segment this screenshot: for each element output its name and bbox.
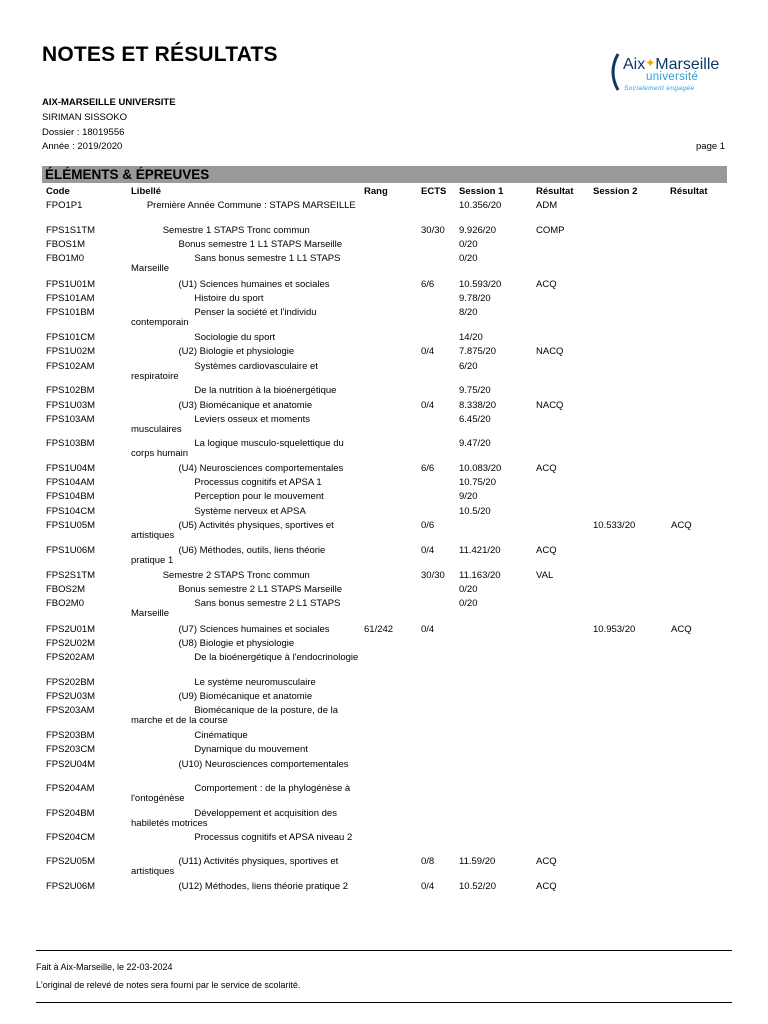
row-libelle (131, 599, 359, 619)
row-code: FPS203CM (46, 744, 96, 755)
row-resultat1: ACQ (536, 881, 557, 892)
row-code: FPS2U04M (46, 759, 96, 770)
row-session1: 6/20 (459, 361, 478, 372)
col-header-code: Code (46, 186, 70, 197)
row-libelle-text: (U6) Méthodes, outils, liens théorie pratique 1 (131, 545, 326, 566)
row-code: FPS2U02M (46, 638, 96, 649)
row-session1: 10.75/20 (459, 477, 496, 488)
row-code: FPS204CM (46, 832, 96, 843)
row-ects: 0/4 (421, 346, 435, 357)
document-title: NOTES ET RÉSULTATS (42, 43, 278, 66)
row-session1: 11.421/20 (459, 545, 501, 556)
row-session1: 8/20 (459, 307, 478, 318)
row-libelle-text: (U10) Neurosciences comportementales (178, 759, 349, 770)
row-libelle (131, 833, 359, 843)
row-libelle-indent (131, 691, 179, 702)
row-libelle-text: Processus cognitifs et APSA niveau 2 (194, 832, 353, 843)
row-libelle (131, 362, 359, 382)
row-libelle-text: Développement et acquisition des habiletés motrices (131, 808, 337, 829)
row-code: FPS104AM (46, 477, 95, 488)
row-libelle-text: Cinématique (194, 730, 248, 741)
row-ects: 0/8 (421, 856, 435, 867)
row-libelle-text: De la nutrition à la bioénergétique (194, 385, 337, 396)
col-header-resultat2: Résultat (670, 186, 708, 197)
row-session1: 7.875/20 (459, 346, 496, 357)
row-code: FPS1U03M (46, 400, 96, 411)
row-ects: 0/4 (421, 545, 435, 556)
row-libelle (131, 625, 359, 635)
row-session1: 9.47/20 (459, 438, 491, 449)
row-libelle (131, 492, 359, 502)
row-libelle (131, 294, 359, 304)
row-session1: 10.083/20 (459, 463, 502, 474)
row-code: FPS1U06M (46, 545, 96, 556)
row-code: FPS203BM (46, 730, 95, 741)
row-resultat1: ACQ (536, 545, 557, 556)
row-resultat1: ADM (536, 200, 558, 211)
row-libelle-text: La logique musculo-squelettique du corps humain (131, 438, 344, 459)
student-name: SIRIMAN SISSOKO (42, 112, 127, 123)
row-session1: 10.356/20 (459, 200, 502, 211)
row-libelle-text: Semestre 2 STAPS Tronc commun (162, 570, 310, 581)
row-session2: 10.533/20 (593, 520, 636, 531)
row-code: FPS1U04M (46, 463, 96, 474)
row-code: FPS2U05M (46, 856, 96, 867)
row-code: FPS103AM (46, 414, 95, 425)
row-libelle-indent (131, 677, 194, 688)
row-libelle (131, 333, 359, 343)
row-libelle (131, 882, 359, 892)
row-libelle (131, 240, 359, 250)
row-code: FBO1M0 (46, 253, 85, 264)
row-code: FPS101AM (46, 293, 95, 304)
row-session1: 9.75/20 (459, 385, 491, 396)
row-libelle (131, 546, 359, 566)
row-libelle-text: De la bioénergétique à l'endocrinologie (194, 652, 359, 663)
row-libelle-text: Leviers osseux et moments musculaires (131, 414, 310, 435)
row-code: FBO2M0 (46, 598, 85, 609)
row-libelle-text: Système nerveux et APSA (194, 506, 306, 517)
row-rang: 61/242 (364, 624, 394, 635)
row-code: FPS203AM (46, 705, 95, 716)
row-libelle-indent (131, 624, 179, 635)
row-libelle-indent (131, 652, 194, 663)
row-libelle-text: (U11) Activités physiques, sportives et artistiques (131, 856, 339, 877)
row-code: FPS2U01M (46, 624, 96, 635)
academic-year: Année : 2019/2020 (42, 141, 123, 152)
row-session1: 14/20 (459, 332, 483, 343)
row-code: FPS204AM (46, 783, 95, 794)
row-resultat2: ACQ (671, 624, 692, 635)
row-libelle-indent (131, 506, 194, 517)
logo-bracket-icon (606, 52, 620, 92)
row-code: FBOS2M (46, 584, 86, 595)
row-resultat2: ACQ (671, 520, 692, 531)
row-libelle-text: Perception pour le mouvement (194, 491, 324, 502)
row-libelle (131, 415, 359, 435)
row-ects: 0/4 (421, 881, 435, 892)
row-libelle-indent (131, 730, 194, 741)
row-session1: 0/20 (459, 584, 478, 595)
row-libelle-indent (131, 570, 163, 581)
row-libelle (131, 226, 359, 236)
row-libelle (131, 254, 359, 274)
row-libelle-indent (131, 759, 179, 770)
row-libelle (131, 678, 359, 688)
col-header-libelle: Libellé (131, 186, 162, 197)
col-header-session2: Session 2 (593, 186, 638, 197)
row-ects: 6/6 (421, 279, 435, 290)
row-session2: 10.953/20 (593, 624, 636, 635)
row-libelle (131, 706, 359, 726)
row-ects: 30/30 (421, 225, 445, 236)
row-ects: 6/6 (421, 463, 435, 474)
row-libelle (131, 809, 359, 829)
row-libelle (131, 280, 359, 290)
row-libelle (131, 731, 359, 741)
row-libelle-indent (131, 293, 194, 304)
row-libelle-indent (131, 400, 179, 411)
row-libelle-indent (131, 200, 147, 211)
row-libelle-text: (U3) Biomécanique et anatomie (178, 400, 313, 411)
row-session1: 10.52/20 (459, 881, 496, 892)
row-libelle-indent (131, 346, 179, 357)
row-libelle-text: Première Année Commune : STAPS MARSEILLE (146, 200, 356, 211)
row-session1: 0/20 (459, 239, 478, 250)
row-libelle-text: (U8) Biologie et physiologie (178, 638, 295, 649)
row-libelle-text: Comportement : de la phylogénèse à l'ontogénèse (131, 783, 351, 804)
row-session1: 9.78/20 (459, 293, 491, 304)
row-libelle-indent (131, 225, 163, 236)
university-logo (606, 52, 726, 96)
row-resultat1: ACQ (536, 463, 557, 474)
row-session1: 0/20 (459, 253, 478, 264)
row-resultat1: NACQ (536, 400, 564, 411)
row-resultat1: ACQ (536, 279, 557, 290)
row-libelle-indent (131, 584, 179, 595)
row-libelle-text: Sans bonus semestre 1 L1 STAPS Marseille (131, 253, 341, 274)
row-ects: 30/30 (421, 570, 445, 581)
col-header-rang: Rang (364, 186, 388, 197)
row-code: FPS202AM (46, 652, 95, 663)
row-libelle (131, 507, 359, 517)
row-session1: 10.593/20 (459, 279, 502, 290)
footer-divider-top (36, 950, 732, 951)
row-libelle (131, 857, 359, 877)
row-resultat1: VAL (536, 570, 554, 581)
row-libelle-indent (131, 638, 179, 649)
row-libelle (131, 201, 359, 211)
row-libelle (131, 464, 359, 474)
page-number: page 1 (696, 141, 726, 152)
row-libelle (131, 585, 359, 595)
row-code: FPS1U02M (46, 346, 96, 357)
footer-place-date: Fait à Aix-Marseille, le 22-03-2024 (36, 962, 173, 972)
row-libelle (131, 571, 359, 581)
logo-universite: université (646, 71, 699, 83)
col-header-ects: ECTS (421, 186, 447, 197)
row-ects: 0/6 (421, 520, 435, 531)
footer-note: L'original de relevé de notes sera fourni par le service de scolarité. (36, 980, 301, 990)
row-code: FPS1S1TM (46, 225, 96, 236)
row-code: FPS101CM (46, 332, 96, 343)
row-libelle-text: (U7) Sciences humaines et sociales (178, 624, 330, 635)
row-libelle-text: Bonus semestre 2 L1 STAPS Marseille (178, 584, 343, 595)
row-libelle-text: Histoire du sport (194, 293, 264, 304)
row-session1: 0/20 (459, 598, 478, 609)
row-libelle-indent (131, 332, 194, 343)
row-code: FBOS1M (46, 239, 86, 250)
row-ects: 0/4 (421, 624, 435, 635)
row-libelle (131, 653, 359, 663)
row-resultat1: COMP (536, 225, 565, 236)
row-libelle-indent (131, 279, 179, 290)
row-libelle-text: Sans bonus semestre 2 L1 STAPS Marseille (131, 598, 341, 619)
row-libelle-text: (U2) Biologie et physiologie (178, 346, 295, 357)
footer-divider-bottom (36, 1002, 732, 1003)
row-libelle (131, 347, 359, 357)
row-libelle-indent (131, 463, 179, 474)
col-header-session1: Session 1 (459, 186, 504, 197)
row-code: FPS101BM (46, 307, 95, 318)
row-libelle-indent (131, 744, 194, 755)
row-libelle-indent (131, 477, 194, 488)
row-session1: 8.338/20 (459, 400, 496, 411)
row-libelle (131, 308, 359, 328)
row-libelle-text: Semestre 1 STAPS Tronc commun (162, 225, 310, 236)
row-session1: 9.926/20 (459, 225, 496, 236)
row-libelle (131, 745, 359, 755)
row-session1: 11.163/20 (459, 570, 501, 581)
logo-name: Aix✦Marseille (623, 56, 720, 73)
row-libelle-indent (131, 385, 194, 396)
row-libelle-text: Sociologie du sport (194, 332, 276, 343)
row-libelle-text: (U1) Sciences humaines et sociales (178, 279, 330, 290)
row-libelle (131, 639, 359, 649)
logo-tagline: Socialement engagée (624, 85, 695, 92)
row-libelle-text: (U9) Biomécanique et anatomie (178, 691, 313, 702)
row-libelle-text: Systèmes cardiovasculaire et respiratoire (131, 361, 318, 382)
row-session1: 11.59/20 (459, 856, 496, 867)
row-ects: 0/4 (421, 400, 435, 411)
institution-name: AIX-MARSEILLE UNIVERSITE (42, 97, 176, 108)
col-header-resultat1: Résultat (536, 186, 574, 197)
row-resultat1: ACQ (536, 856, 557, 867)
row-libelle-text: Le système neuromusculaire (194, 677, 316, 688)
row-code: FPS102AM (46, 361, 95, 372)
row-resultat1: NACQ (536, 346, 564, 357)
row-code: FPS204BM (46, 808, 95, 819)
row-code: FPS104CM (46, 506, 96, 517)
row-libelle (131, 521, 359, 541)
row-libelle (131, 784, 359, 804)
row-session1: 9/20 (459, 491, 478, 502)
row-libelle (131, 692, 359, 702)
row-code: FPS104BM (46, 491, 95, 502)
row-libelle-indent (131, 239, 179, 250)
row-libelle-indent (131, 881, 179, 892)
row-libelle (131, 478, 359, 488)
dossier-number: Dossier : 18019556 (42, 127, 125, 138)
row-libelle-text: (U5) Activités physiques, sportives et artistiques (131, 520, 334, 541)
row-code: FPS2S1TM (46, 570, 96, 581)
row-libelle-text: Dynamique du mouvement (194, 744, 308, 755)
row-code: FPS102BM (46, 385, 95, 396)
section-header (42, 166, 727, 183)
row-code: FPO1P1 (46, 200, 83, 211)
row-libelle-text: Bonus semestre 1 L1 STAPS Marseille (178, 239, 343, 250)
row-code: FPS2U06M (46, 881, 96, 892)
row-session1: 10.5/20 (459, 506, 491, 517)
section-title: ÉLÉMENTS & ÉPREUVES (45, 167, 210, 182)
row-code: FPS103BM (46, 438, 95, 449)
row-libelle (131, 401, 359, 411)
row-code: FPS2U03M (46, 691, 96, 702)
row-libelle-text: Penser la société et l'individu contemporain (131, 307, 317, 328)
row-code: FPS1U01M (46, 279, 96, 290)
row-libelle (131, 386, 359, 396)
row-libelle (131, 760, 359, 770)
row-libelle-text: Biomécanique de la posture, de la marche et de la course (131, 705, 339, 726)
row-code: FPS1U05M (46, 520, 96, 531)
row-libelle-text: (U4) Neurosciences comportementales (178, 463, 344, 474)
row-libelle-text: Processus cognitifs et APSA 1 (194, 477, 322, 488)
row-code: FPS202BM (46, 677, 95, 688)
row-libelle (131, 439, 359, 459)
row-libelle-indent (131, 491, 194, 502)
row-session1: 6.45/20 (459, 414, 491, 425)
row-libelle-text: (U12) Méthodes, liens théorie pratique 2 (178, 881, 349, 892)
row-libelle-indent (131, 832, 194, 843)
